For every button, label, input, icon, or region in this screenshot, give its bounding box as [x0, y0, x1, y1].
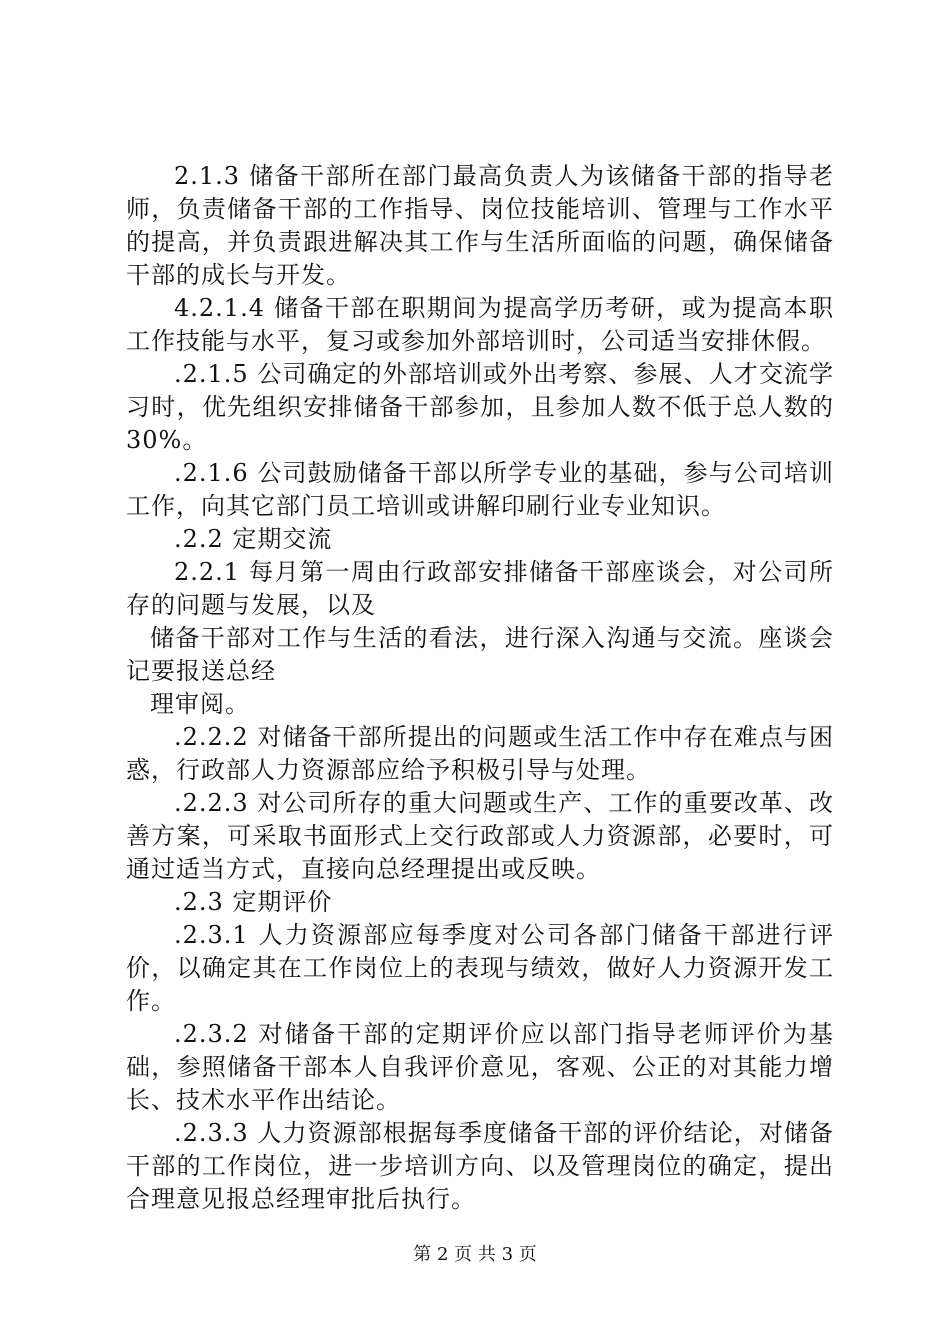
paragraph-2-1-3: 2.1.3 储备干部所在部门最高负责人为该储备干部的指导老师，负责储备干部的工作指导、岗位技能培训、管理与工作水平的提高，并负责跟进解决其工作与生活所面临的问题，确保储备干部的成长与开发。: [126, 162, 834, 289]
paragraph-2-2-2: .2.2.2 对储备干部所提出的问题或生活工作中存在难点与困惑，行政部人力资源部应给予积极引导与处理。: [126, 723, 834, 784]
paragraph-2-1-4: 4.2.1.4 储备干部在职期间为提高学历考研，或为提高本职工作技能与水平，复习或参加外部培训时，公司适当安排休假。: [126, 294, 834, 355]
paragraph-2-3-3: .2.3.3 人力资源部根据每季度储备干部的评价结论，对储备干部的工作岗位，进一步培训方向、以及管理岗位的确定，提出合理意见报总经理审批后执行。: [126, 1119, 834, 1213]
paragraph-2-2-3: .2.2.3 对公司所存的重大问题或生产、工作的重要改革、改善方案，可采取书面形式上交行政部或人力资源部，必要时，可通过适当方式，直接向总经理提出或反映。: [126, 789, 834, 883]
paragraph-2-3-1: .2.3.1 人力资源部应每季度对公司各部门储备干部进行评价，以确定其在工作岗位上的表现与绩效，做好人力资源开发工作。: [126, 921, 834, 1015]
page-number-footer: 第 2 页 共 3 页: [413, 1244, 537, 1265]
paragraph-2-1-6: .2.1.6 公司鼓励储备干部以所学专业的基础，参与公司培训工作，向其它部门员工培训或讲解印刷行业专业知识。: [126, 459, 834, 520]
paragraph-2-1-5: .2.1.5 公司确定的外部培训或外出考察、参展、人才交流学习时，优先组织安排储备干部参加，且参加人数不低于总人数的 30%。: [126, 360, 834, 454]
section-heading-2-3: .2.3 定期评价: [174, 888, 333, 916]
paragraph-2-3-2: .2.3.2 对储备干部的定期评价应以部门指导老师评价为基础，参照储备干部本人自我评价意见，客观、公正的对其能力增长、技术水平作出结论。: [126, 1020, 834, 1114]
paragraph-2-2-1-end: 理审阅。: [150, 690, 250, 718]
section-heading-2-2: .2.2 定期交流: [174, 525, 333, 553]
paragraph-2-2-1-continued: 储备干部对工作与生活的看法，进行深入沟通与交流。座谈会记要报送总经: [126, 624, 834, 685]
paragraph-2-2-1: 2.2.1 每月第一周由行政部安排储备干部座谈会，对公司所存的问题与发展，以及: [126, 558, 834, 619]
document-body: [126, 160, 834, 1216]
